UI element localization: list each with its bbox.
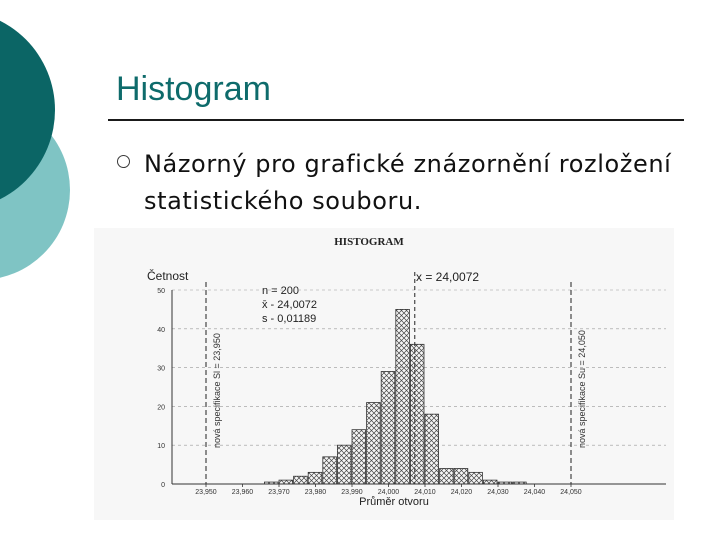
- x-tick-label: 24,000: [377, 489, 400, 496]
- histogram-figure: [94, 228, 674, 520]
- stats-line: x̄ - 24,0072: [262, 299, 318, 311]
- y-axis-label: Četnost: [147, 269, 189, 283]
- histogram-bar: [367, 403, 381, 484]
- title-divider: [108, 119, 684, 121]
- histogram-bar: [381, 371, 395, 484]
- histogram-bar: [352, 430, 366, 484]
- y-tick-label: 10: [157, 443, 165, 451]
- y-tick-label: 40: [157, 326, 165, 334]
- x-tick-label: 23,990: [341, 489, 363, 496]
- x-tick-label: 23,970: [268, 489, 290, 496]
- x-tick-label: 24,020: [450, 489, 473, 496]
- y-tick-label: 50: [157, 288, 165, 295]
- histogram-bar: [425, 414, 439, 484]
- x-tick-label: 23,950: [195, 489, 217, 496]
- histogram-bar: [454, 468, 468, 484]
- stats-line: s - 0,01189: [262, 313, 317, 325]
- chart-title: HISTOGRAM: [334, 236, 404, 248]
- mean-label: x = 24,0072: [416, 270, 480, 284]
- y-tick-label: 20: [157, 404, 165, 412]
- x-tick-label: 23,980: [304, 489, 327, 496]
- x-tick-label: 24,030: [487, 489, 509, 496]
- spec-lower-label: nová specifikace Sl = 23,950: [212, 333, 222, 448]
- histogram-bar: [279, 480, 293, 484]
- histogram-bar: [469, 472, 483, 484]
- histogram-bar: [294, 476, 308, 484]
- x-tick-label: 24,010: [414, 489, 436, 496]
- histogram-bar: [323, 457, 337, 484]
- histogram-chart: [94, 228, 674, 520]
- histogram-bar: [410, 344, 424, 484]
- y-tick-label: 0: [161, 482, 165, 489]
- spec-upper-label: nová specifikace Su = 24,050: [577, 330, 587, 448]
- histogram-bar: [337, 445, 351, 484]
- x-tick-label: 24,040: [523, 489, 546, 496]
- stats-line: n = 200: [262, 285, 300, 297]
- x-axis-label: Průměr otvoru: [359, 496, 429, 508]
- x-tick-label: 24,050: [560, 489, 582, 496]
- stats-box: [262, 285, 317, 325]
- bullet-text: Názorný pro grafické znázornění rozložení statistického souboru.: [144, 150, 672, 215]
- histogram-bar: [308, 472, 322, 484]
- y-tick-label: 30: [157, 365, 165, 373]
- histogram-bar: [440, 468, 454, 484]
- bullet-circle-icon: [117, 155, 130, 168]
- x-tick-label: 23,960: [231, 489, 254, 496]
- histogram-bar: [396, 309, 410, 484]
- slide-title: Histogram: [116, 70, 271, 108]
- histogram-bar: [483, 480, 497, 484]
